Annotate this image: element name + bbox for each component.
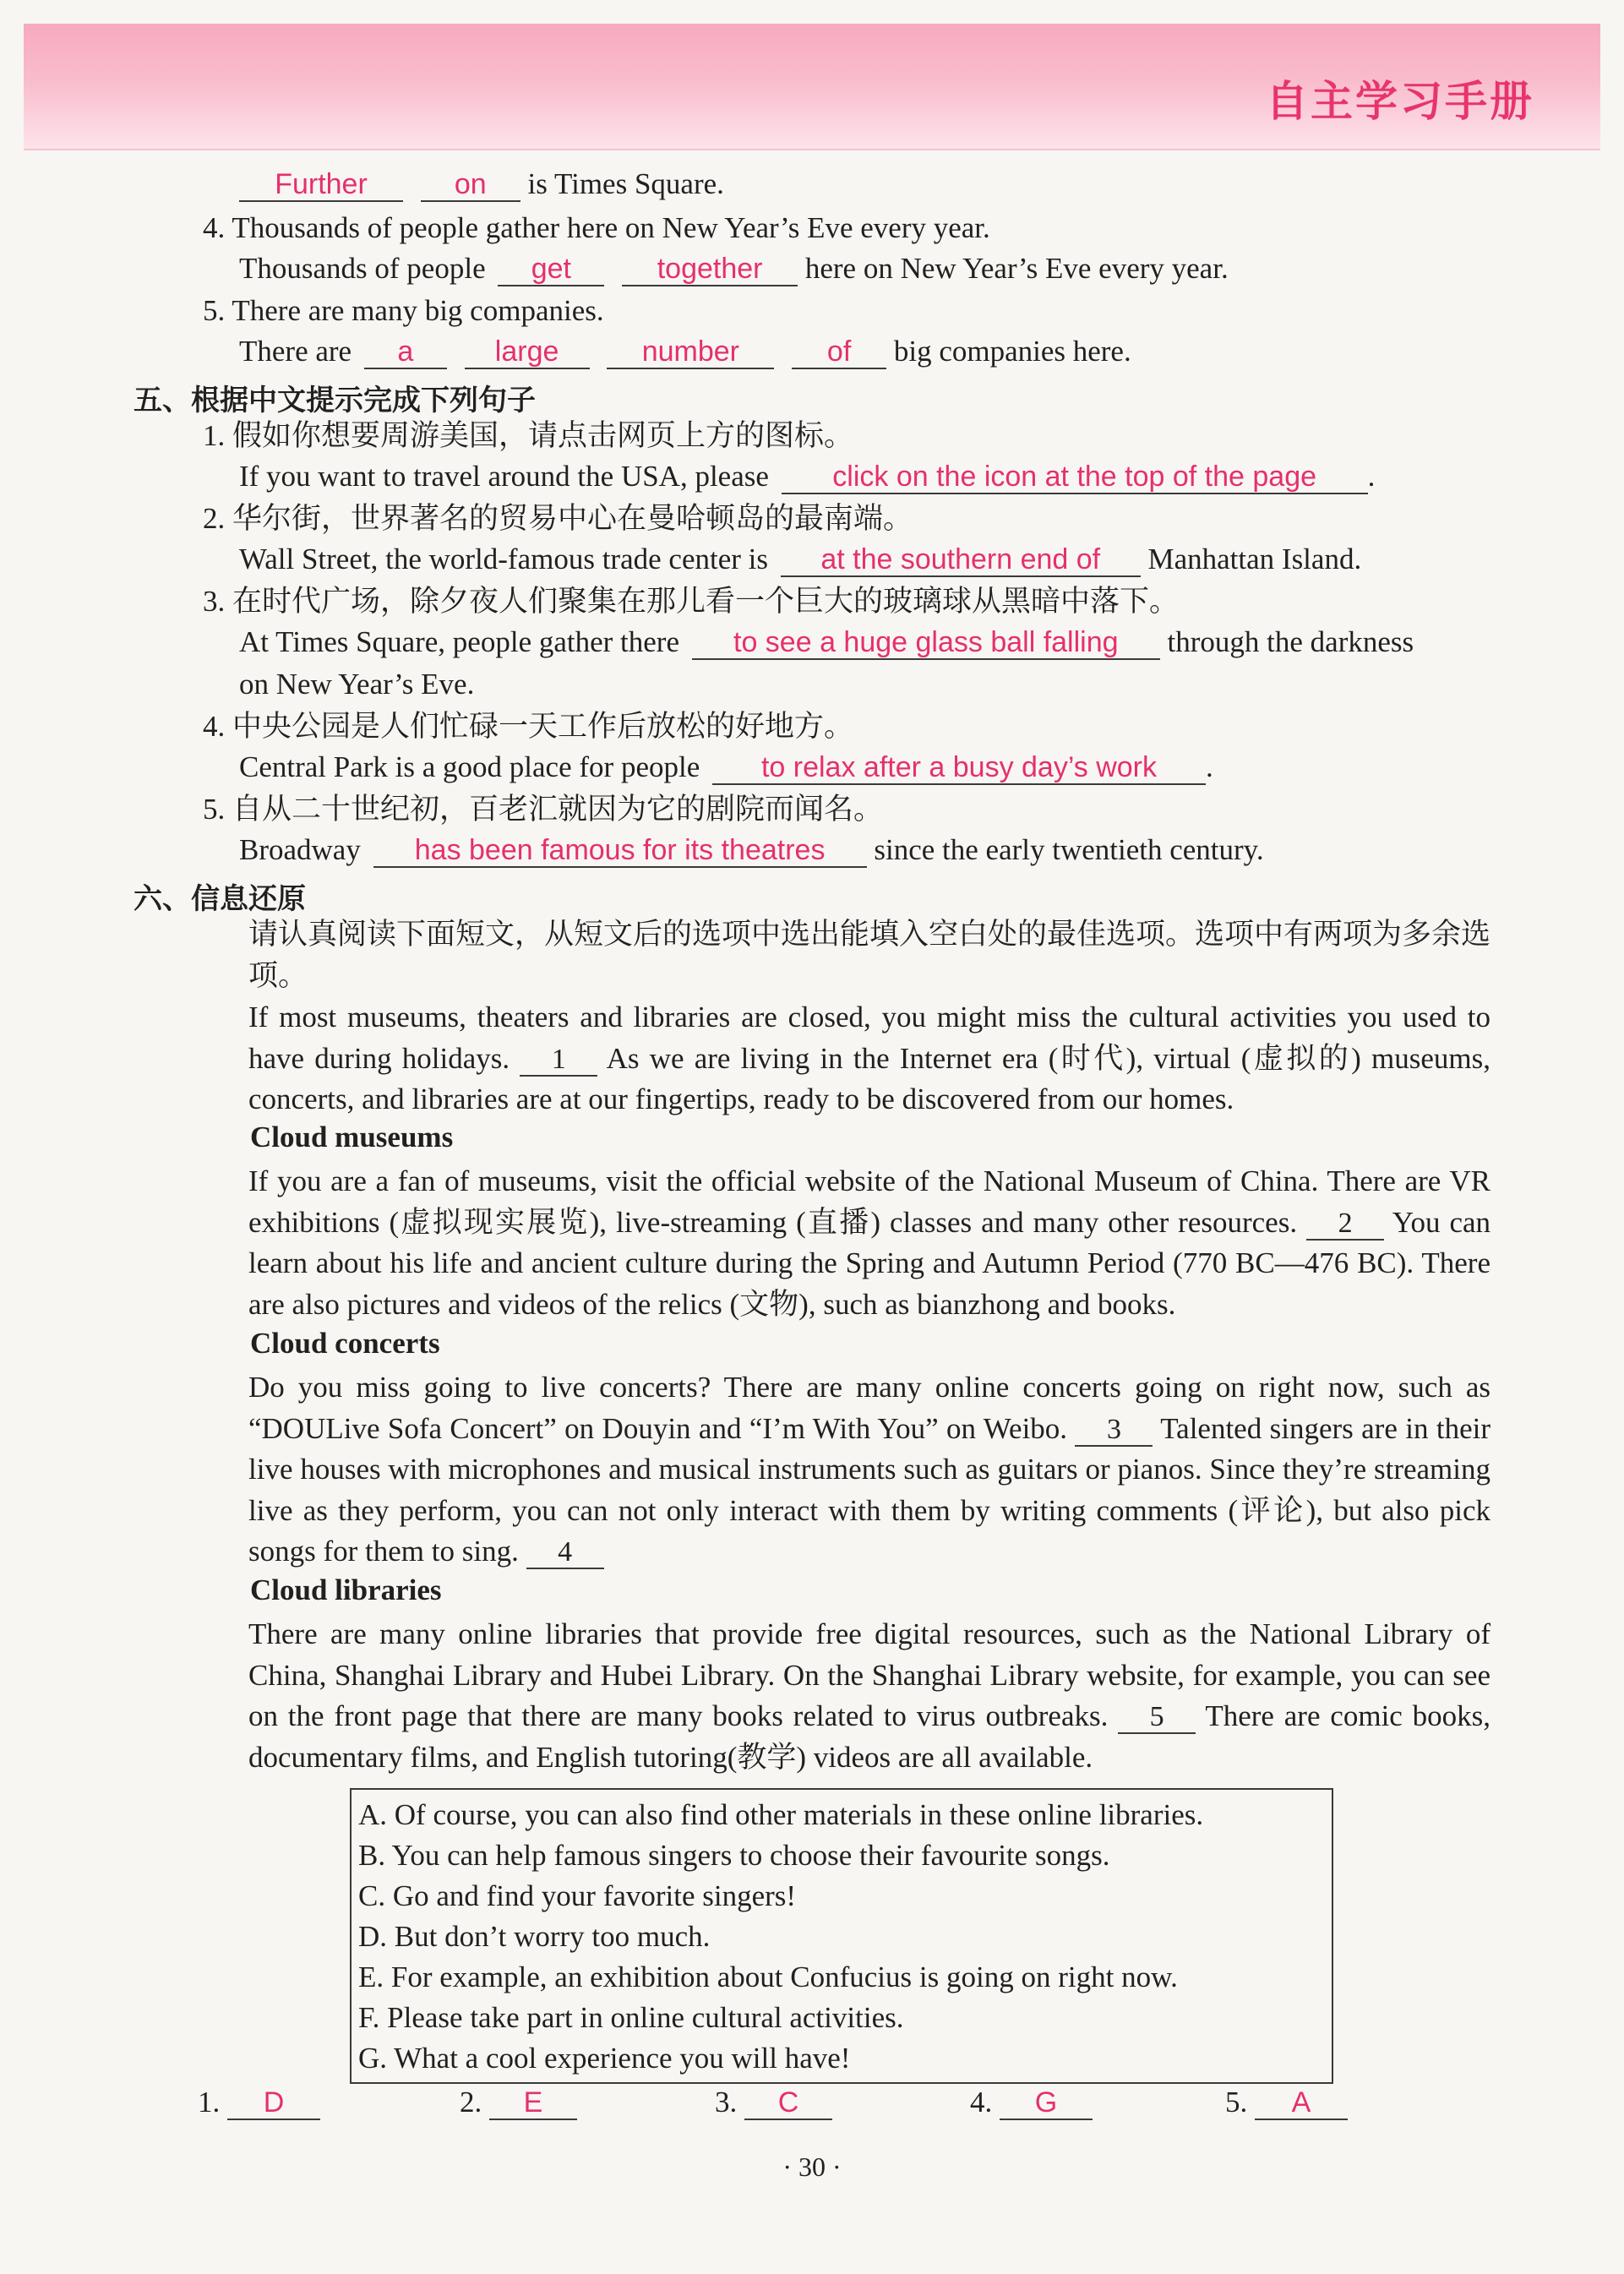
answer-blank[interactable]: G bbox=[1000, 2087, 1093, 2120]
sentence-text: here on New Year’s Eve every year. bbox=[804, 252, 1229, 285]
sentence-text: At Times Square, people gather there bbox=[239, 625, 680, 658]
answer-number: 1. bbox=[198, 2086, 221, 2119]
sentence-text: big companies here. bbox=[893, 335, 1131, 368]
passage-text: If you are a fan of museums, visit the official website of the National Museum of China. There are VR exhibitions (虚拟现实展览), live-streaming (直播) classes and many other resources. bbox=[248, 1164, 1490, 1239]
s5-item-1-en bbox=[239, 460, 1375, 494]
question-4-original bbox=[203, 211, 990, 245]
answer-number: 3. bbox=[715, 2086, 738, 2119]
passage-paragraph-4 bbox=[198, 1614, 1490, 1778]
answer-blank[interactable]: together bbox=[622, 254, 798, 286]
sentence-text: since the early twentieth century. bbox=[874, 833, 1264, 866]
passage-text: Talented singers are in their live houses with microphones and musical instruments such as guitars or pianos. Since they’re streaming live as they perform, you can not only interact with them by writing comments (评论), but also pick songs for them to sing. bbox=[248, 1411, 1491, 1568]
sentence-text: . bbox=[1367, 460, 1376, 493]
sentence-text: If you want to travel around the USA, please bbox=[239, 460, 769, 493]
header-title: 自主学习手册 bbox=[1266, 77, 1534, 126]
s5-item-3-en bbox=[239, 625, 1414, 660]
answer-blank[interactable]: to relax after a busy day’s work bbox=[712, 752, 1206, 785]
passage-text: Do you miss going to live concerts? There are many online concerts going on right now, such as “DOULive Sofa Concert” on Douyin and “I’m With You” on Weibo. bbox=[248, 1371, 1490, 1445]
instruction-text: 请认真阅读下面短文，从短文后的选项中选出能填入空白处的最佳选项。选项中有两项为多余选项。 bbox=[248, 918, 1491, 992]
s5-item-5-en bbox=[239, 833, 1264, 868]
s5-item-2-zh bbox=[203, 502, 913, 536]
answer-slot-1 bbox=[198, 2086, 320, 2120]
sentence-text: Broadway bbox=[239, 833, 361, 866]
subheading-cloud-libraries: Cloud libraries bbox=[250, 1573, 442, 1606]
subheading-cloud-concerts: Cloud concerts bbox=[250, 1327, 440, 1360]
answer-blank[interactable]: to see a huge glass ball falling bbox=[692, 627, 1160, 660]
answer-slot-2 bbox=[460, 2086, 577, 2120]
passage-text: There are comic books, documentary films, and English tutoring(教学) videos are all available. bbox=[248, 1699, 1491, 1774]
s5-item-3-cont: on New Year’s Eve. bbox=[239, 668, 475, 701]
answer-blank[interactable]: number bbox=[607, 336, 774, 369]
question-5-original bbox=[203, 294, 604, 328]
option-c: C. Go and find your favorite singers! bbox=[358, 1879, 797, 1912]
options-box bbox=[350, 1788, 1333, 2084]
passage-blank-2[interactable]: 2 bbox=[1306, 1208, 1384, 1241]
sentence-text: through the darkness bbox=[1167, 625, 1414, 658]
option-b: B. You can help famous singers to choose their favourite songs. bbox=[358, 1839, 1110, 1872]
passage-paragraph-1 bbox=[198, 997, 1490, 1121]
section-6-title: 六、信息还原 bbox=[134, 882, 306, 916]
answer-blank[interactable]: Further bbox=[239, 169, 403, 202]
chinese-prompt: 中央公园是人们忙碌一天工作后放松的好地方。 bbox=[232, 710, 854, 743]
answer-number: 5. bbox=[1225, 2086, 1248, 2119]
answer-number: 4. bbox=[970, 2086, 993, 2119]
answer-slot-3 bbox=[715, 2086, 832, 2120]
question-number: 3. bbox=[203, 585, 226, 618]
question-number: 4. bbox=[203, 710, 226, 743]
chinese-prompt: 自从二十世纪初，百老汇就因为它的剧院而闻名。 bbox=[232, 793, 884, 826]
s5-item-5-zh bbox=[203, 793, 883, 826]
s5-item-4-en bbox=[239, 750, 1213, 785]
chinese-prompt: 假如你想要周游美国，请点击网页上方的图标。 bbox=[232, 419, 854, 452]
passage-paragraph-2 bbox=[198, 1161, 1490, 1325]
s5-item-2-en bbox=[239, 543, 1361, 577]
passage-blank-1[interactable]: 1 bbox=[520, 1044, 597, 1077]
subheading-cloud-museums: Cloud museums bbox=[250, 1121, 454, 1153]
answer-number: 2. bbox=[460, 2086, 482, 2119]
s5-item-1-zh bbox=[203, 419, 853, 453]
page-number: · 30 · bbox=[782, 2151, 842, 2182]
question-5-rewrite bbox=[239, 335, 1131, 369]
passage-blank-5[interactable]: 5 bbox=[1118, 1701, 1196, 1734]
sentence-text: Thousands of people bbox=[239, 252, 486, 285]
option-d: D. But don’t worry too much. bbox=[358, 1920, 711, 1953]
s5-item-4-zh bbox=[203, 710, 853, 744]
option-f: F. Please take part in online cultural activities. bbox=[358, 2001, 904, 2034]
sentence-text: is Times Square. bbox=[527, 167, 724, 200]
question-number: 4. bbox=[203, 211, 226, 244]
answer-blank[interactable]: large bbox=[465, 336, 590, 369]
sentence-text: Manhattan Island. bbox=[1147, 543, 1362, 575]
answer-blank[interactable]: of bbox=[792, 336, 886, 369]
page-header-band bbox=[24, 24, 1600, 150]
answer-blank[interactable]: get bbox=[498, 254, 604, 286]
passage-text: You can learn about his life and ancient culture during the Spring and Autumn Period (770 BC—476 BC). There are also pictures and videos of the relics (文物), such as bianzhong and books. bbox=[248, 1205, 1491, 1321]
chinese-prompt: 在时代广场，除夕夜人们聚集在那儿看一个巨大的玻璃球从黑暗中落下。 bbox=[232, 585, 1180, 618]
passage-paragraph-3 bbox=[198, 1367, 1490, 1573]
answer-blank[interactable]: E bbox=[489, 2087, 577, 2120]
sentence-text: Wall Street, the world-famous trade center is bbox=[239, 543, 768, 575]
sentence-text: Central Park is a good place for people bbox=[239, 750, 700, 783]
question-number: 1. bbox=[203, 419, 226, 452]
section-5-title: 五、根据中文提示完成下列句子 bbox=[134, 384, 536, 417]
passage-text: If most museums, theaters and libraries are closed, you might miss the cultural activities you used to have during holidays. bbox=[248, 1001, 1490, 1075]
question-sentence: Thousands of people gather here on New Year’s Eve every year. bbox=[232, 211, 990, 244]
option-e: E. For example, an exhibition about Confucius is going on right now. bbox=[358, 1960, 1178, 1993]
question-number: 2. bbox=[203, 502, 226, 535]
passage-blank-3[interactable]: 3 bbox=[1075, 1414, 1153, 1447]
question-4-rewrite bbox=[239, 252, 1229, 286]
s5-item-3-zh bbox=[203, 585, 1179, 619]
answer-blank[interactable]: A bbox=[1255, 2087, 1348, 2120]
passage-text: As we are living in the Internet era (时代), virtual (虚拟的) museums, concerts, and libraries are at our fingertips, ready to be discovered from our homes. bbox=[248, 1041, 1490, 1115]
passage-blank-4[interactable]: 4 bbox=[526, 1536, 604, 1569]
option-g: G. What a cool experience you will have! bbox=[358, 2042, 851, 2075]
answer-blank[interactable]: click on the icon at the top of the page bbox=[782, 461, 1368, 494]
chinese-prompt: 华尔街，世界著名的贸易中心在曼哈顿岛的最南端。 bbox=[232, 502, 913, 535]
answer-blank[interactable]: D bbox=[227, 2087, 320, 2120]
question-number: 5. bbox=[203, 294, 226, 327]
question-number: 5. bbox=[203, 793, 226, 826]
option-a: A. Of course, you can also find other materials in these online libraries. bbox=[358, 1798, 1204, 1831]
answer-blank[interactable]: C bbox=[744, 2087, 832, 2120]
answer-blank[interactable]: has been famous for its theatres bbox=[373, 835, 867, 868]
passage-text: There are many online libraries that provide free digital resources, such as the National Library of China, Shanghai Library and Hubei Library. On the Shanghai Library website, for example, you can see on the front page that there are many books related to virus outbreaks. bbox=[248, 1617, 1490, 1732]
answer-blank[interactable]: at the southern end of bbox=[781, 544, 1141, 577]
answer-slot-5 bbox=[1225, 2086, 1348, 2120]
answer-blank[interactable]: on bbox=[421, 169, 520, 202]
question-sentence: There are many big companies. bbox=[232, 294, 604, 327]
answer-slot-4 bbox=[970, 2086, 1093, 2120]
sentence-text: There are bbox=[239, 335, 352, 368]
instruction-paragraph bbox=[198, 914, 1490, 996]
sentence-text: . bbox=[1205, 750, 1213, 783]
carryover-line bbox=[239, 167, 724, 202]
answer-blank[interactable]: a bbox=[364, 336, 447, 369]
